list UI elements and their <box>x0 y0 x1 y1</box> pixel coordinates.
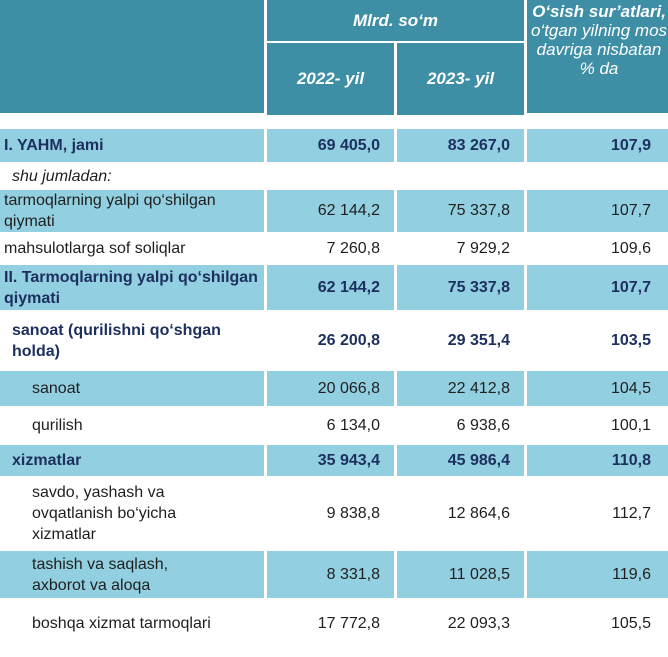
value-2022: 7 260,8 <box>267 235 394 265</box>
table-row <box>0 235 668 265</box>
row-label: xizmatlar <box>0 445 264 479</box>
row-label: qurilish <box>0 409 264 445</box>
header-empty-cell <box>0 0 264 115</box>
value-2023: 22 093,3 <box>397 601 524 649</box>
table-row <box>0 409 668 445</box>
value-2022: 26 200,8 <box>267 313 394 371</box>
value-2023 <box>397 165 524 190</box>
growth-value: 119,6 <box>527 551 668 601</box>
header-row-top <box>0 0 668 43</box>
growth-value: 104,5 <box>527 371 668 409</box>
growth-value: 112,7 <box>527 479 668 551</box>
growth-value: 107,7 <box>527 190 668 235</box>
row-label: savdo, yashash va ovqatlanish bo‘yicha xizmatlar <box>0 479 264 551</box>
value-2023: 29 351,4 <box>397 313 524 371</box>
growth-value: 107,9 <box>527 129 668 165</box>
value-2022: 35 943,4 <box>267 445 394 479</box>
value-2022: 9 838,8 <box>267 479 394 551</box>
table-row <box>0 190 668 235</box>
unit-header: Mlrd. so‘m <box>267 0 524 43</box>
table-row <box>0 445 668 479</box>
table-row <box>0 371 668 409</box>
row-label: I. YAHM, jami <box>0 129 264 165</box>
value-2022: 69 405,0 <box>267 129 394 165</box>
value-2023: 12 864,6 <box>397 479 524 551</box>
value-2022: 8 331,8 <box>267 551 394 601</box>
growth-value: 110,8 <box>527 445 668 479</box>
value-2023: 22 412,8 <box>397 371 524 409</box>
value-2023: 6 938,6 <box>397 409 524 445</box>
value-2023: 75 337,8 <box>397 190 524 235</box>
row-label: sanoat <box>0 371 264 409</box>
row-label: mahsulotlarga sof soliqlar <box>0 235 264 265</box>
value-2022: 62 144,2 <box>267 265 394 313</box>
row-label: boshqa xizmat tarmoqlari <box>0 601 264 649</box>
row-label: tashish va saqlash, axborot va aloqa <box>0 551 264 601</box>
growth-header <box>527 0 668 115</box>
year-2023-header: 2023- yil <box>397 43 524 115</box>
row-label: II. Tarmoqlarning yalpi qo‘shilgan qiymati <box>0 265 264 313</box>
row-label: shu jumladan: <box>0 165 264 190</box>
value-2023: 11 028,5 <box>397 551 524 601</box>
value-2022 <box>267 165 394 190</box>
value-2022: 17 772,8 <box>267 601 394 649</box>
table-row <box>0 479 668 551</box>
table-row <box>0 551 668 601</box>
value-2022: 6 134,0 <box>267 409 394 445</box>
year-2022-header: 2022- yil <box>267 43 394 115</box>
growth-header-subtitle: o‘tgan yilning mos davriga nisbatan % da <box>530 21 668 78</box>
table-row <box>0 313 668 371</box>
growth-value: 105,5 <box>527 601 668 649</box>
growth-value: 100,1 <box>527 409 668 445</box>
table-row <box>0 265 668 313</box>
table-row <box>0 165 668 190</box>
table-row <box>0 601 668 649</box>
growth-value: 109,6 <box>527 235 668 265</box>
row-label: sanoat (qurilishni qo‘shgan holda) <box>0 313 264 371</box>
growth-value: 107,7 <box>527 265 668 313</box>
row-label: tarmoqlarning yalpi qo‘shilgan qiymati <box>0 190 264 235</box>
value-2022: 20 066,8 <box>267 371 394 409</box>
value-2023: 45 986,4 <box>397 445 524 479</box>
growth-value <box>527 165 668 190</box>
value-2022: 62 144,2 <box>267 190 394 235</box>
value-2023: 75 337,8 <box>397 265 524 313</box>
table-row <box>0 129 668 165</box>
growth-header-title: O‘sish sur’atlari, <box>532 2 666 21</box>
growth-value: 103,5 <box>527 313 668 371</box>
value-2023: 7 929,2 <box>397 235 524 265</box>
value-2023: 83 267,0 <box>397 129 524 165</box>
